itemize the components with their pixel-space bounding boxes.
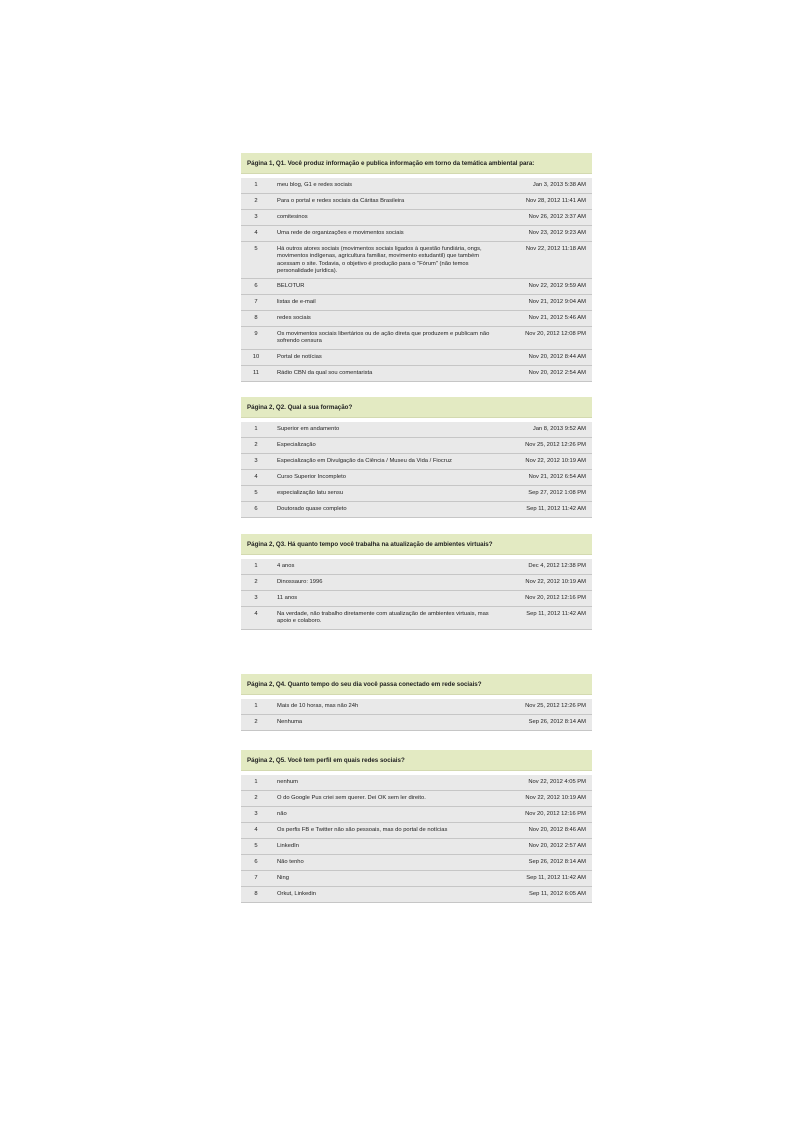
response-row — [241, 194, 592, 210]
response-date: Sep 26, 2012 8:14 AM — [528, 859, 586, 865]
response-number: 3 — [254, 458, 258, 464]
response-number: 6 — [254, 506, 258, 512]
question-title: Página 2, Q4. Quanto tempo do seu dia você passa conectado em rede sociais? — [241, 674, 592, 695]
response-row — [241, 715, 592, 731]
question-title: Página 2, Q2. Qual a sua formação? — [241, 397, 592, 418]
response-text: Rádio CBN da qual sou comentarista — [277, 369, 373, 376]
response-number: 2 — [254, 442, 258, 448]
response-number: 8 — [254, 891, 258, 897]
response-row — [241, 454, 592, 470]
response-row — [241, 575, 592, 591]
response-date: Nov 20, 2012 12:08 PM — [525, 331, 586, 338]
response-text: Não tenho — [277, 859, 304, 865]
response-number: 2 — [254, 579, 258, 585]
response-date: Dec 4, 2012 12:38 PM — [528, 563, 586, 569]
response-text: não — [277, 811, 287, 817]
response-number: 1 — [254, 779, 258, 785]
response-number: 9 — [254, 331, 258, 338]
response-number: 8 — [254, 315, 258, 322]
response-text: Para o portal e redes sociais da Cáritas Brasileira — [277, 198, 405, 204]
response-date: Jan 8, 2013 9:52 AM — [532, 426, 586, 432]
response-row — [241, 311, 592, 327]
response-text: 11 anos — [277, 595, 298, 601]
question-block-q4 — [241, 674, 592, 731]
response-date: Nov 20, 2012 2:57 AM — [528, 843, 586, 849]
response-row — [241, 327, 592, 350]
response-row — [241, 607, 592, 630]
response-number: 2 — [254, 719, 258, 725]
response-row — [241, 823, 592, 839]
response-text: Mais de 10 horas, mas não 24h — [277, 703, 359, 709]
response-number: 7 — [254, 875, 258, 881]
response-date: Nov 21, 2012 9:04 AM — [528, 299, 586, 306]
response-date: Nov 22, 2012 11:18 AM — [525, 246, 586, 252]
response-date: Sep 11, 2012 11:42 AM — [526, 506, 586, 512]
response-row — [241, 295, 592, 311]
response-row — [241, 699, 592, 715]
response-text: listas de e-mail — [277, 299, 316, 306]
response-text: nenhum — [277, 779, 298, 785]
response-number: 2 — [254, 198, 258, 204]
response-row — [241, 226, 592, 242]
response-date: Nov 20, 2012 8:44 AM — [528, 353, 586, 360]
response-number: 5 — [254, 843, 258, 849]
response-date: Nov 26, 2012 3:37 AM — [528, 214, 586, 220]
response-text: Dinossauro: 1996 — [277, 579, 323, 585]
response-row — [241, 210, 592, 226]
response-text: Curso Superior Incompleto — [277, 474, 346, 480]
response-number: 7 — [254, 299, 258, 306]
response-number: 2 — [254, 795, 258, 801]
response-text: LinkedIn — [277, 843, 299, 849]
response-row — [241, 591, 592, 607]
response-text: BELOTUR — [277, 283, 305, 290]
response-date: Nov 22, 2012 10:19 AM — [525, 795, 586, 801]
response-date: Nov 22, 2012 10:19 AM — [525, 579, 586, 585]
response-row — [241, 470, 592, 486]
response-number: 4 — [254, 611, 258, 617]
response-date: Nov 21, 2012 5:46 AM — [528, 315, 586, 322]
response-text: O do Google Pus criei sem querer. Dei OK sem ler direito. — [277, 795, 426, 801]
response-number: 5 — [254, 246, 258, 252]
question-block-q2 — [241, 397, 592, 518]
response-date: Nov 25, 2012 12:26 PM — [525, 703, 586, 709]
response-text: 4 anos — [277, 563, 295, 569]
response-text: meu blog, G1 e redes sociais — [277, 182, 353, 188]
response-number: 1 — [254, 703, 258, 709]
response-row — [241, 178, 592, 194]
response-date: Nov 20, 2012 12:16 PM — [525, 811, 586, 817]
response-text: comitesinos — [277, 214, 308, 220]
response-row — [241, 422, 592, 438]
response-date: Nov 20, 2012 8:46 AM — [528, 827, 586, 833]
response-row — [241, 887, 592, 903]
response-number: 10 — [252, 353, 260, 360]
response-number: 6 — [254, 283, 258, 290]
response-number: 1 — [254, 426, 258, 432]
response-number: 1 — [254, 182, 258, 188]
response-number: 4 — [254, 230, 258, 236]
response-number: 6 — [254, 859, 258, 865]
response-text: Os movimentos sociais libertários ou de ação direta que produzem e publicam não sofrendo censura — [277, 331, 490, 345]
response-date: Nov 21, 2012 6:54 AM — [528, 474, 586, 480]
response-date: Nov 20, 2012 12:16 PM — [525, 595, 586, 601]
response-row — [241, 791, 592, 807]
response-date: Nov 22, 2012 4:05 PM — [528, 779, 586, 785]
response-number: 3 — [254, 811, 258, 817]
response-text: Na verdade, não trabalho diretamente com atualização de ambientes virtuais, mas apoio e colaboro. — [277, 611, 489, 625]
question-title: Página 1, Q1. Você produz informação e publica informação em torno da temática ambiental para: — [241, 153, 592, 174]
response-text: redes sociais — [277, 315, 311, 322]
response-number: 5 — [254, 490, 258, 496]
response-text: Portal de notícias — [277, 353, 322, 360]
response-row — [241, 871, 592, 887]
response-date: Sep 11, 2012 6:05 AM — [529, 891, 586, 897]
response-text: especialização latu sensu — [277, 490, 344, 496]
question-block-q1 — [241, 153, 592, 382]
response-date: Sep 11, 2012 11:42 AM — [526, 611, 586, 617]
response-number: 4 — [254, 474, 258, 480]
response-date: Nov 25, 2012 12:26 PM — [525, 442, 586, 448]
response-date: Nov 28, 2012 11:41 AM — [525, 198, 586, 204]
response-text: Nenhuma — [277, 719, 303, 725]
response-row — [241, 855, 592, 871]
response-text: Orkut, Linkedin — [277, 891, 316, 897]
response-text: Há outros atores sociais (movimentos sociais ligados à questão fundiária, ongs, movimentos indígenas, agricultura familiar, movimento estudantil) que também acessam o site. Todavia, o objetivo é produção para o "Fórum" (não temos personalidade jurídica). — [277, 246, 482, 274]
response-number: 11 — [252, 369, 260, 376]
response-text: Superior em andamento — [277, 426, 340, 432]
response-date: Nov 22, 2012 9:59 AM — [528, 283, 586, 290]
response-date: Nov 23, 2012 9:23 AM — [528, 230, 586, 236]
response-date: Sep 26, 2012 8:14 AM — [528, 719, 586, 725]
response-date: Jan 3, 2013 5:38 AM — [532, 182, 586, 188]
response-row — [241, 486, 592, 502]
response-text: Doutorado quase completo — [277, 506, 347, 512]
response-date: Sep 27, 2012 1:08 PM — [528, 490, 586, 496]
response-row — [241, 839, 592, 855]
response-number: 3 — [254, 595, 258, 601]
question-title: Página 2, Q5. Você tem perfil em quais redes sociais? — [241, 750, 592, 771]
response-row — [241, 366, 592, 382]
response-date: Nov 20, 2012 2:54 AM — [528, 369, 586, 376]
response-row — [241, 502, 592, 518]
response-text: Especialização — [277, 442, 316, 448]
response-date: Sep 11, 2012 11:42 AM — [526, 875, 586, 881]
response-number: 4 — [254, 827, 258, 833]
response-row — [241, 438, 592, 454]
response-text: Especialização em Divulgação da Ciência / Museu da Vida / Fiocruz — [277, 458, 452, 464]
response-text: Ning — [277, 875, 289, 881]
question-block-q3 — [241, 534, 592, 630]
response-row — [241, 242, 592, 279]
response-text: Os perfis FB e Twitter não são pessoais, mas do portal de notícias — [277, 827, 448, 833]
response-row — [241, 775, 592, 791]
response-row — [241, 559, 592, 575]
question-title: Página 2, Q3. Há quanto tempo você trabalha na atualização de ambientes virtuais? — [241, 534, 592, 555]
response-date: Nov 22, 2012 10:19 AM — [525, 458, 586, 464]
response-number: 1 — [254, 563, 258, 569]
response-number: 3 — [254, 214, 258, 220]
question-block-q5 — [241, 750, 592, 903]
response-row — [241, 807, 592, 823]
response-text: Uma rede de organizações e movimentos sociais — [277, 230, 404, 236]
response-row — [241, 279, 592, 295]
response-row — [241, 350, 592, 366]
